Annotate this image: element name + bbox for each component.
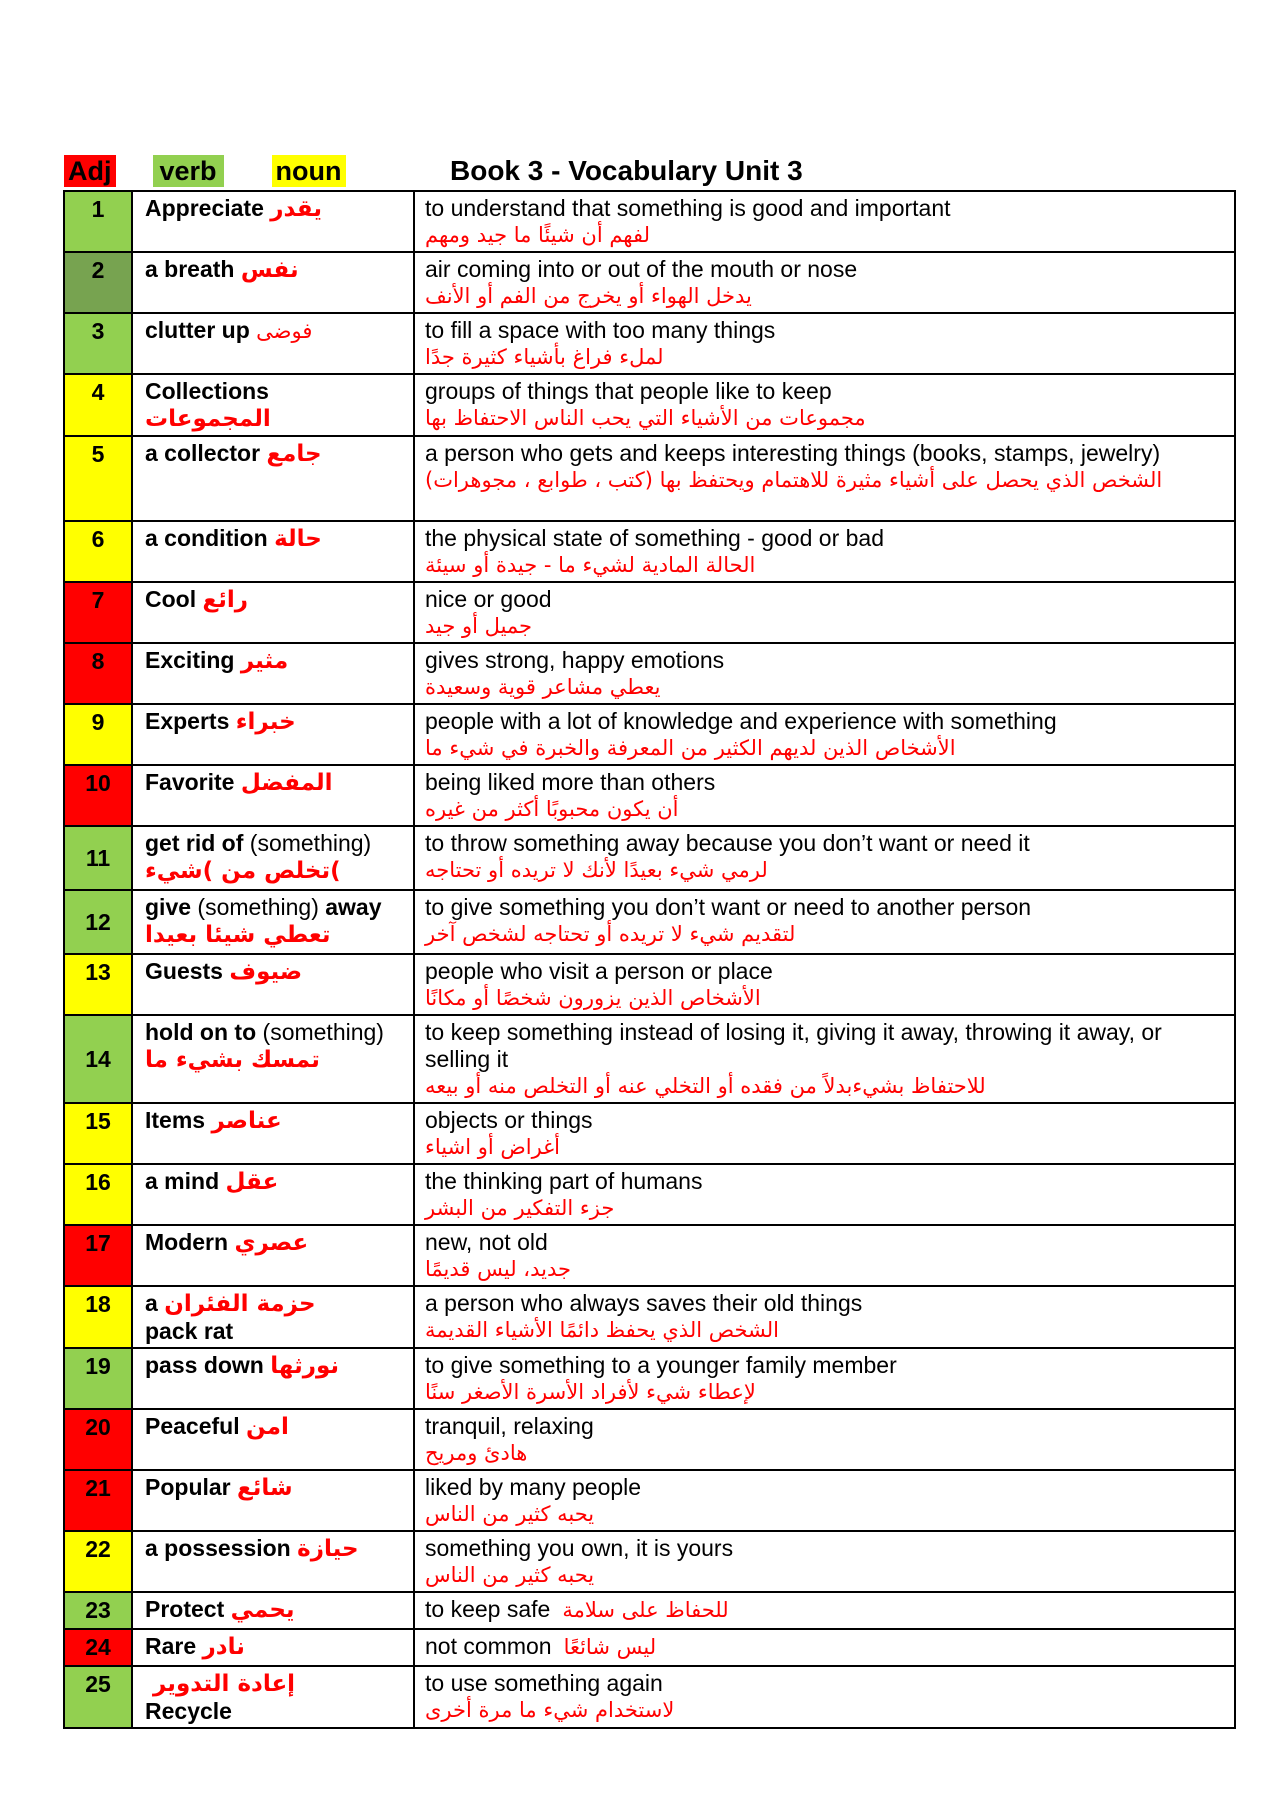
vocab-word: إعادة التدوير Recycle bbox=[132, 1666, 414, 1728]
vocab-word: a mind عقل bbox=[132, 1164, 414, 1225]
definition: people with a lot of knowledge and experience with something الأشخاص الذين لديهم الكثير من المعرفة والخبرة في شيء ما bbox=[414, 704, 1235, 765]
table-row bbox=[64, 374, 1235, 436]
vocab-word: a collector جامع bbox=[132, 436, 414, 521]
table-row bbox=[64, 826, 1235, 890]
vocab-word: Peaceful امن bbox=[132, 1409, 414, 1470]
vocab-word: Rare نادر bbox=[132, 1629, 414, 1666]
definition: to throw something away because you don’t want or need it لرمي شيء بعيدًا لأنك لا تريده أو تحتاجه bbox=[414, 826, 1235, 890]
legend-adj: Adj bbox=[64, 155, 116, 187]
row-number: 12 bbox=[64, 890, 132, 954]
vocab-word: Popular شائع bbox=[132, 1470, 414, 1531]
vocab-word: Collections المجموعات bbox=[132, 374, 414, 436]
definition: air coming into or out of the mouth or nose يدخل الهواء أو يخرج من الفم أو الأنف bbox=[414, 252, 1235, 313]
vocab-word: get rid of (something) تخلص من )شيء( bbox=[132, 826, 414, 890]
row-number: 4 bbox=[64, 374, 132, 436]
row-number: 15 bbox=[64, 1103, 132, 1164]
row-number: 14 bbox=[64, 1015, 132, 1103]
row-number: 25 bbox=[64, 1666, 132, 1728]
definition: being liked more than others أن يكون محبوبًا أكثر من غيره bbox=[414, 765, 1235, 826]
vocab-word: clutter up فوضى bbox=[132, 313, 414, 374]
vocab-word: a possession حيازة bbox=[132, 1531, 414, 1592]
definition: the thinking part of humans جزء التفكير من البشر bbox=[414, 1164, 1235, 1225]
row-number: 24 bbox=[64, 1629, 132, 1666]
definition: nice or good جميل أو جيد bbox=[414, 582, 1235, 643]
vocab-word: Protect يحمي bbox=[132, 1592, 414, 1629]
definition: a person who always saves their old things الشخص الذي يحفظ دائمًا الأشياء القديمة bbox=[414, 1286, 1235, 1348]
row-number: 23 bbox=[64, 1592, 132, 1629]
row-number: 16 bbox=[64, 1164, 132, 1225]
row-number: 17 bbox=[64, 1225, 132, 1286]
table-row bbox=[64, 313, 1235, 374]
vocab-word: hold on to (something) تمسك بشيء ما bbox=[132, 1015, 414, 1103]
row-number: 3 bbox=[64, 313, 132, 374]
row-number: 20 bbox=[64, 1409, 132, 1470]
legend-noun: noun bbox=[272, 155, 346, 187]
definition: people who visit a person or place الأشخاص الذين يزورون شخصًا أو مكانًا bbox=[414, 954, 1235, 1015]
definition: tranquil, relaxing هادئ ومريح bbox=[414, 1409, 1235, 1470]
table-row bbox=[64, 954, 1235, 1015]
definition: not common ليس شائعًا bbox=[414, 1629, 1235, 1666]
table-row bbox=[64, 1348, 1235, 1409]
definition: the physical state of something - good or bad الحالة المادية لشيء ما - جيدة أو سيئة bbox=[414, 521, 1235, 582]
vocab-word: Modern عصري bbox=[132, 1225, 414, 1286]
legend-verb: verb bbox=[153, 155, 224, 187]
vocab-word: a condition حالة bbox=[132, 521, 414, 582]
row-number: 8 bbox=[64, 643, 132, 704]
definition: something you own, it is yours يحبه كثير من الناس bbox=[414, 1531, 1235, 1592]
row-number: 2 bbox=[64, 252, 132, 313]
definition: to fill a space with too many things لملء فراغ بأشياء كثيرة جدًا bbox=[414, 313, 1235, 374]
vocab-word: Exciting مثير bbox=[132, 643, 414, 704]
row-number: 7 bbox=[64, 582, 132, 643]
vocab-word: Favorite المفضل bbox=[132, 765, 414, 826]
table-row bbox=[64, 765, 1235, 826]
table-row bbox=[64, 1409, 1235, 1470]
definition: to give something to a younger family member لإعطاء شيء لأفراد الأسرة الأصغر سنًا bbox=[414, 1348, 1235, 1409]
table-row bbox=[64, 436, 1235, 521]
vocab-word: pass down نورثها bbox=[132, 1348, 414, 1409]
definition: a person who gets and keeps interesting things (books, stamps, jewelry) الشخص الذي يحصل على أشياء مثيرة للاهتمام ويحتفظ بها (كتب ، طوابع ، مجوهرات) bbox=[414, 436, 1235, 521]
definition: new, not old جديد، ليس قديمًا bbox=[414, 1225, 1235, 1286]
vocab-word: Appreciate يقدر bbox=[132, 191, 414, 252]
table-row bbox=[64, 1164, 1235, 1225]
definition: to use something again لاستخدام شيء ما مرة أخرى bbox=[414, 1666, 1235, 1728]
vocab-word: a حزمة الفئران pack rat bbox=[132, 1286, 414, 1348]
row-number: 22 bbox=[64, 1531, 132, 1592]
vocab-word: Experts خبراء bbox=[132, 704, 414, 765]
definition: to give something you don’t want or need to another person لتقديم شيء لا تريده أو تحتاجه لشخص آخر bbox=[414, 890, 1235, 954]
vocab-word: Cool رائع bbox=[132, 582, 414, 643]
definition: objects or things أغراض أو اشياء bbox=[414, 1103, 1235, 1164]
row-number: 13 bbox=[64, 954, 132, 1015]
row-number: 1 bbox=[64, 191, 132, 252]
row-number: 19 bbox=[64, 1348, 132, 1409]
table-row bbox=[64, 1470, 1235, 1531]
row-number: 11 bbox=[64, 826, 132, 890]
table-row bbox=[64, 643, 1235, 704]
table-row bbox=[64, 191, 1235, 252]
color-legend bbox=[64, 155, 346, 187]
row-number: 18 bbox=[64, 1286, 132, 1348]
definition: to keep something instead of losing it, giving it away, throwing it away, or selling it للاحتفاظ بشيءبدلاً من فقده أو التخلي عنه أو التخلص منه أو بيعه bbox=[414, 1015, 1235, 1103]
row-number: 5 bbox=[64, 436, 132, 521]
definition: to understand that something is good and important لفهم أن شيئًا ما جيد ومهم bbox=[414, 191, 1235, 252]
row-number: 9 bbox=[64, 704, 132, 765]
definition: gives strong, happy emotions يعطي مشاعر قوية وسعيدة bbox=[414, 643, 1235, 704]
table-row bbox=[64, 1103, 1235, 1164]
table-row bbox=[64, 890, 1235, 954]
table-row bbox=[64, 1286, 1235, 1348]
row-number: 21 bbox=[64, 1470, 132, 1531]
vocab-word: give (something) away تعطي شيئا بعيدا bbox=[132, 890, 414, 954]
page-title: Book 3 - Vocabulary Unit 3 bbox=[450, 155, 803, 186]
vocab-word: Items عناصر bbox=[132, 1103, 414, 1164]
row-number: 6 bbox=[64, 521, 132, 582]
table-row bbox=[64, 582, 1235, 643]
table-row bbox=[64, 1531, 1235, 1592]
table-row bbox=[64, 1666, 1235, 1728]
table-row bbox=[64, 704, 1235, 765]
definition: to keep safe للحفاظ على سلامة bbox=[414, 1592, 1235, 1629]
vocabulary-table bbox=[63, 190, 1236, 1729]
table-row bbox=[64, 521, 1235, 582]
table-row bbox=[64, 252, 1235, 313]
table-row bbox=[64, 1629, 1235, 1666]
table-row bbox=[64, 1015, 1235, 1103]
definition: liked by many people يحبه كثير من الناس bbox=[414, 1470, 1235, 1531]
vocab-word: a breath نفس bbox=[132, 252, 414, 313]
vocab-word: Guests ضيوف bbox=[132, 954, 414, 1015]
table-row bbox=[64, 1225, 1235, 1286]
table-row bbox=[64, 1592, 1235, 1629]
row-number: 10 bbox=[64, 765, 132, 826]
definition: groups of things that people like to keep مجموعات من الأشياء التي يحب الناس الاحتفاظ بها bbox=[414, 374, 1235, 436]
